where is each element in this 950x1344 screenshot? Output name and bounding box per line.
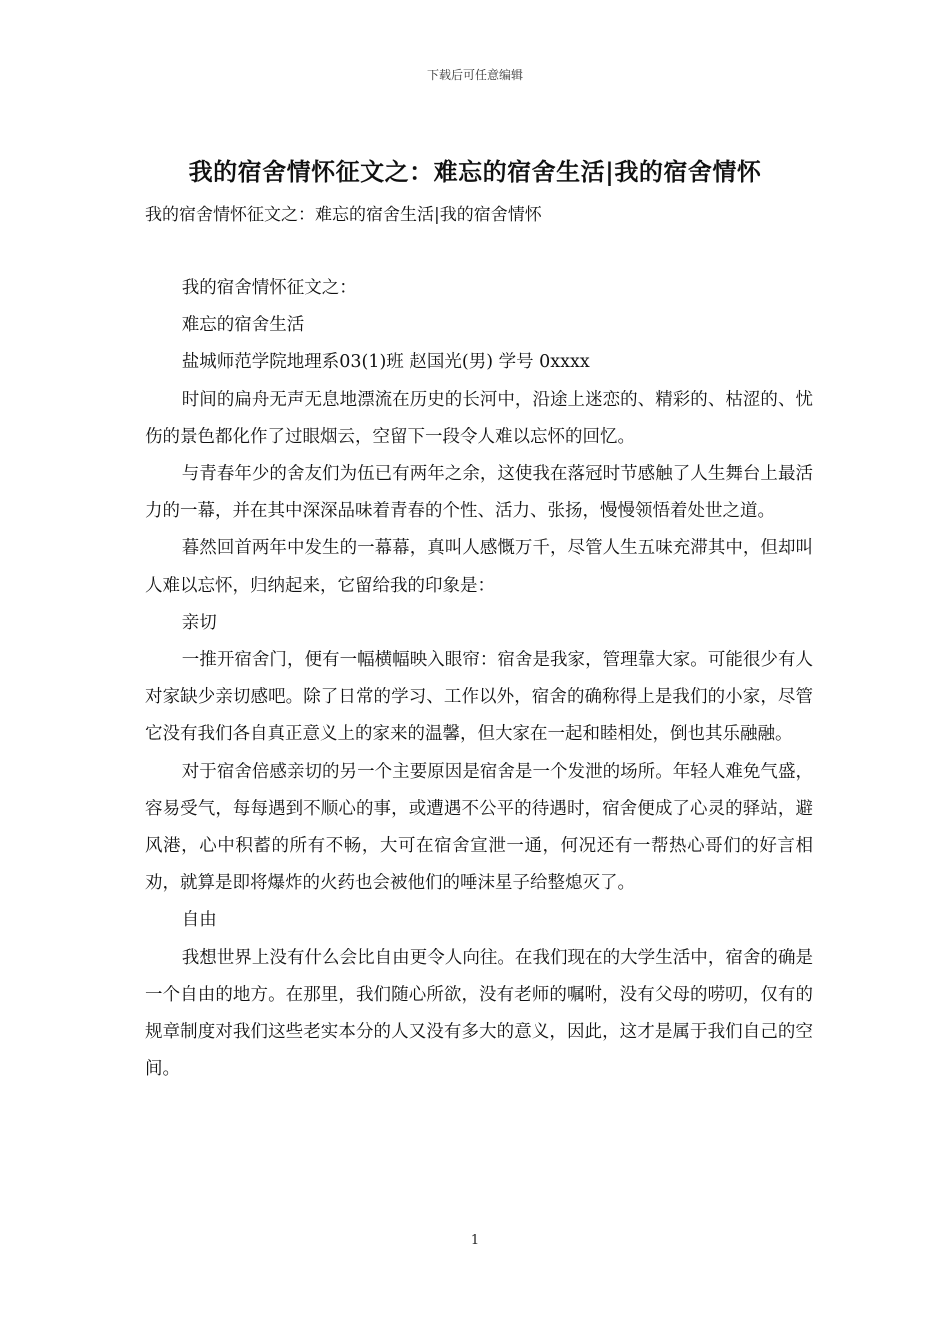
section-heading-qinqie: 亲切 — [181, 612, 217, 633]
document-body — [145, 270, 813, 1088]
document-title: 我的宿舍情怀征文之：难忘的宿舍生活|我的宿舍情怀 — [188, 157, 762, 186]
paragraph: 时间的扁舟无声无息地漂流在历史的长河中，沿途上迷恋的、精彩的、枯涩的、忧伤的景色都化作了过眼烟云，空留下一段令人难以忘怀的回忆。 — [145, 389, 813, 447]
paragraph-heading-line1: 我的宿舍情怀征文之： — [181, 278, 357, 298]
document-subtitle: 我的宿舍情怀征文之：难忘的宿舍生活|我的宿舍情怀 — [145, 205, 542, 225]
paragraph: 暮然回首两年中发生的一幕幕，真叫人感慨万千，尽管人生五味充滞其中，但却叫人难以忘怀，归纳起来，它留给我的印象是： — [145, 538, 813, 596]
section-heading-ziyou: 自由 — [181, 910, 217, 931]
paragraph: 对于宿舍倍感亲切的另一个主要原因是宿舍是一个发泄的场所。年轻人难免气盛，容易受气，每每遇到不顺心的事，或遭遇不公平的待遇时，宿舍便成了心灵的驿站，避风港，心中积蓄的所有不畅，大可在宿舍宣泄一通，何况还有一帮热心哥们的好言相劝，就算是即将爆炸的火药也会被他们的唾沫星子给整熄灭了。 — [145, 761, 813, 894]
page-number: 1 — [470, 1233, 480, 1248]
paragraph: 我想世界上没有什么会比自由更令人向往。在我们现在的大学生活中，宿舍的确是一个自由的地方。在那里，我们随心所欲，没有老师的嘱咐，没有父母的唠叨，仅有的规章制度对我们这些老实本分的人又没有多大的意义，因此，这才是属于我们自己的空间。 — [145, 947, 813, 1080]
header-note: 下载后可任意编辑 — [426, 68, 523, 82]
paragraph-heading-line2: 难忘的宿舍生活 — [181, 315, 305, 336]
paragraph-author-line: 盐城师范学院地理系03(1)班 赵国光(男) 学号 0xxxx — [181, 352, 590, 373]
paragraph: 与青春年少的舍友们为伍已有两年之余，这使我在落冠时节感触了人生舞台上最活力的一幕，并在其中深深品味着青春的个性、活力、张扬，慢慢领悟着处世之道。 — [145, 464, 813, 522]
paragraph: 一推开宿舍门，便有一幅横幅映入眼帘：宿舍是我家，管理靠大家。可能很少有人对家缺少亲切感吧。除了日常的学习、工作以外，宿舍的确称得上是我们的小家，尽管它没有我们各自真正意义上的家来的温馨，但大家在一起和睦相处，倒也其乐融融。 — [145, 650, 813, 745]
